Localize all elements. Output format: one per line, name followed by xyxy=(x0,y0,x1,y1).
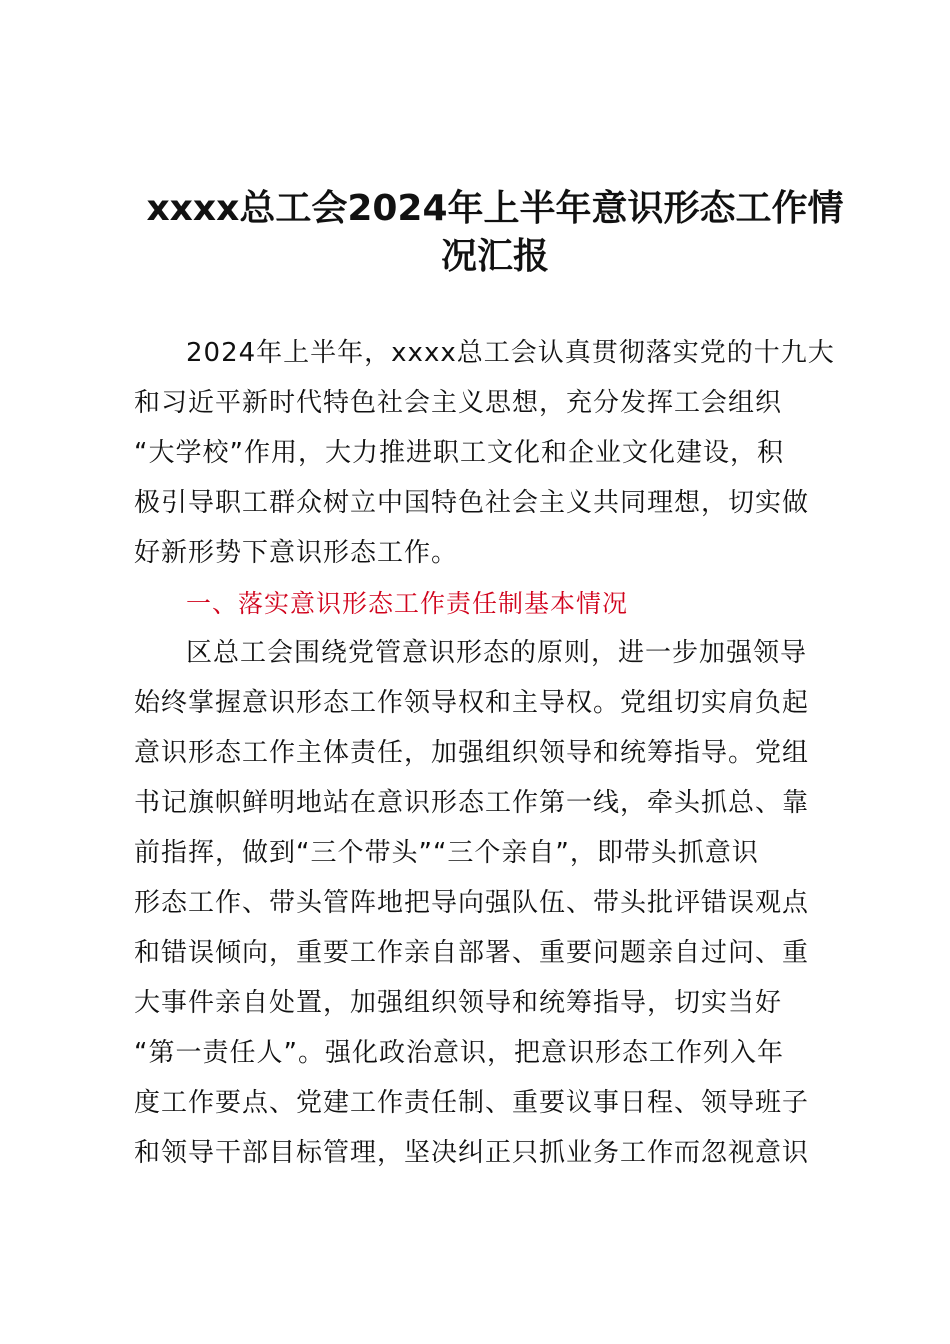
paragraph-2-line-11: 和领导干部目标管理，坚决纠正只抓业务工作而忽视意识 xyxy=(134,1138,810,1168)
section-1-heading: 一、落实意识形态工作责任制基本情况 xyxy=(186,589,629,618)
paragraph-1-line-5: 好新形势下意识形态工作。 xyxy=(134,538,459,568)
paragraph-1-line-2: 和习近平新时代特色社会主义思想，充分发挥工会组织 xyxy=(134,388,783,418)
document-title-line-2: 况汇报 xyxy=(440,236,549,277)
paragraph-2-line-9: “第一责任人”。强化政治意识，把意识形态工作列入年 xyxy=(134,1038,784,1068)
paragraph-2-line-10: 度工作要点、党建工作责任制、重要议事日程、领导班子 xyxy=(134,1088,810,1118)
paragraph-1-line-4: 极引导职工群众树立中国特色社会主义共同理想，切实做 xyxy=(134,488,810,518)
paragraph-2-line-2: 始终掌握意识形态工作领导权和主导权。党组切实肩负起 xyxy=(134,688,810,718)
paragraph-2-line-5: 前指挥，做到“三个带头”“三个亲自”，即带头抓意识 xyxy=(134,838,759,868)
paragraph-2-line-6: 形态工作、带头管阵地把导向强队伍、带头批评错误观点 xyxy=(134,888,810,918)
paragraph-2-line-7: 和错误倾向，重要工作亲自部署、重要问题亲自过问、重 xyxy=(134,938,810,968)
paragraph-1-line-3: “大学校”作用，大力推进职工文化和企业文化建设，积 xyxy=(134,438,784,468)
paragraph-2-line-4: 书记旗帜鲜明地站在意识形态工作第一线，牵头抓总、靠 xyxy=(134,788,810,818)
paragraph-2-line-8: 大事件亲自处置，加强组织领导和统筹指导，切实当好 xyxy=(134,988,783,1018)
paragraph-2-line-3: 意识形态工作主体责任，加强组织领导和统筹指导。党组 xyxy=(134,738,810,768)
paragraph-1-line-1: 2024年上半年，xxxx总工会认真贯彻落实党的十九大 xyxy=(186,338,835,368)
document-title-line-1: xxxx总工会2024年上半年意识形态工作情 xyxy=(146,188,844,229)
paragraph-2-line-1: 区总工会围绕党管意识形态的原则，进一步加强领导 xyxy=(186,638,808,668)
